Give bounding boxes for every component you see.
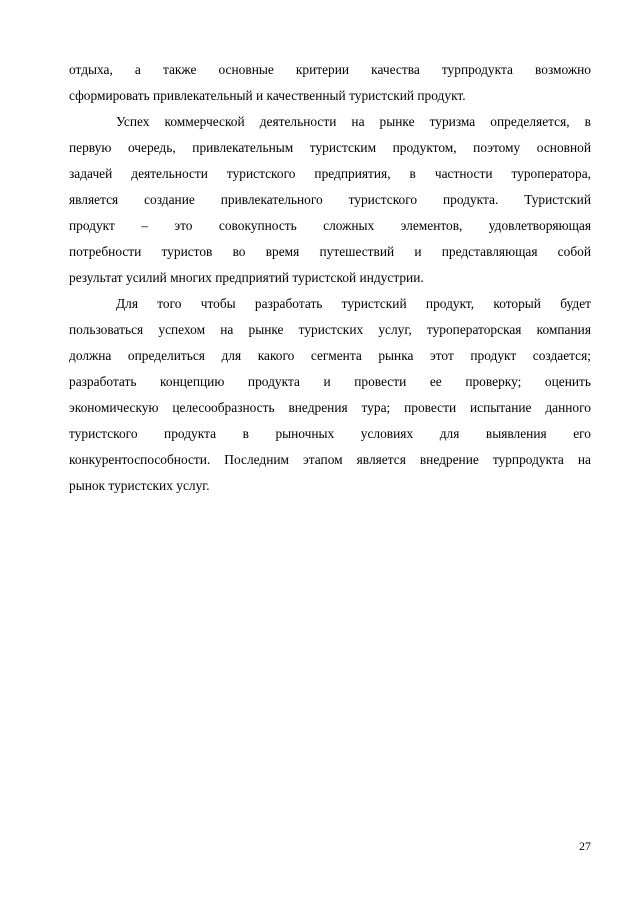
paragraph-first-line: Для того чтобы разработать туристский продукт, который будет [116,296,591,311]
text-line: разработать концепцию продукта и провести ее проверку; оценить [69,374,591,389]
text-line: результат усилий многих предприятий туристской индустрии. [69,270,424,285]
page-number: 27 [579,839,591,853]
paragraph-first-line: Успех коммерческой деятельности на рынке туризма определяется, в [116,114,591,129]
text-line: потребности туристов во время путешествий и представляющая собой [69,244,591,259]
text-line: должна определиться для какого сегмента рынка этот продукт создается; [69,348,591,363]
body-text [69,61,591,503]
text-line: продукт – это совокупность сложных элементов, удовлетворяющая [69,218,591,233]
text-line: конкурентоспособности. Последним этапом является внедрение турпродукта на [69,452,591,467]
text-line: рынок туристских услуг. [69,478,210,493]
text-line: является создание привлекательного туристского продукта. Туристский [69,192,591,207]
text-line: пользоваться успехом на рынке туристских услуг, туроператорская компания [69,322,591,337]
text-line: экономическую целесообразность внедрения тура; провести испытание данного [69,400,591,415]
text-line: туристского продукта в рыночных условиях для выявления его [69,426,591,441]
text-line: задачей деятельности туристского предприятия, в частности туроператора, [69,166,591,181]
text-line: первую очередь, привлекательным туристским продуктом, поэтому основной [69,140,591,155]
text-line: сформировать привлекательный и качественный туристский продукт. [69,88,466,103]
text-line: отдыха, а также основные критерии качества турпродукта возможно [69,62,591,77]
